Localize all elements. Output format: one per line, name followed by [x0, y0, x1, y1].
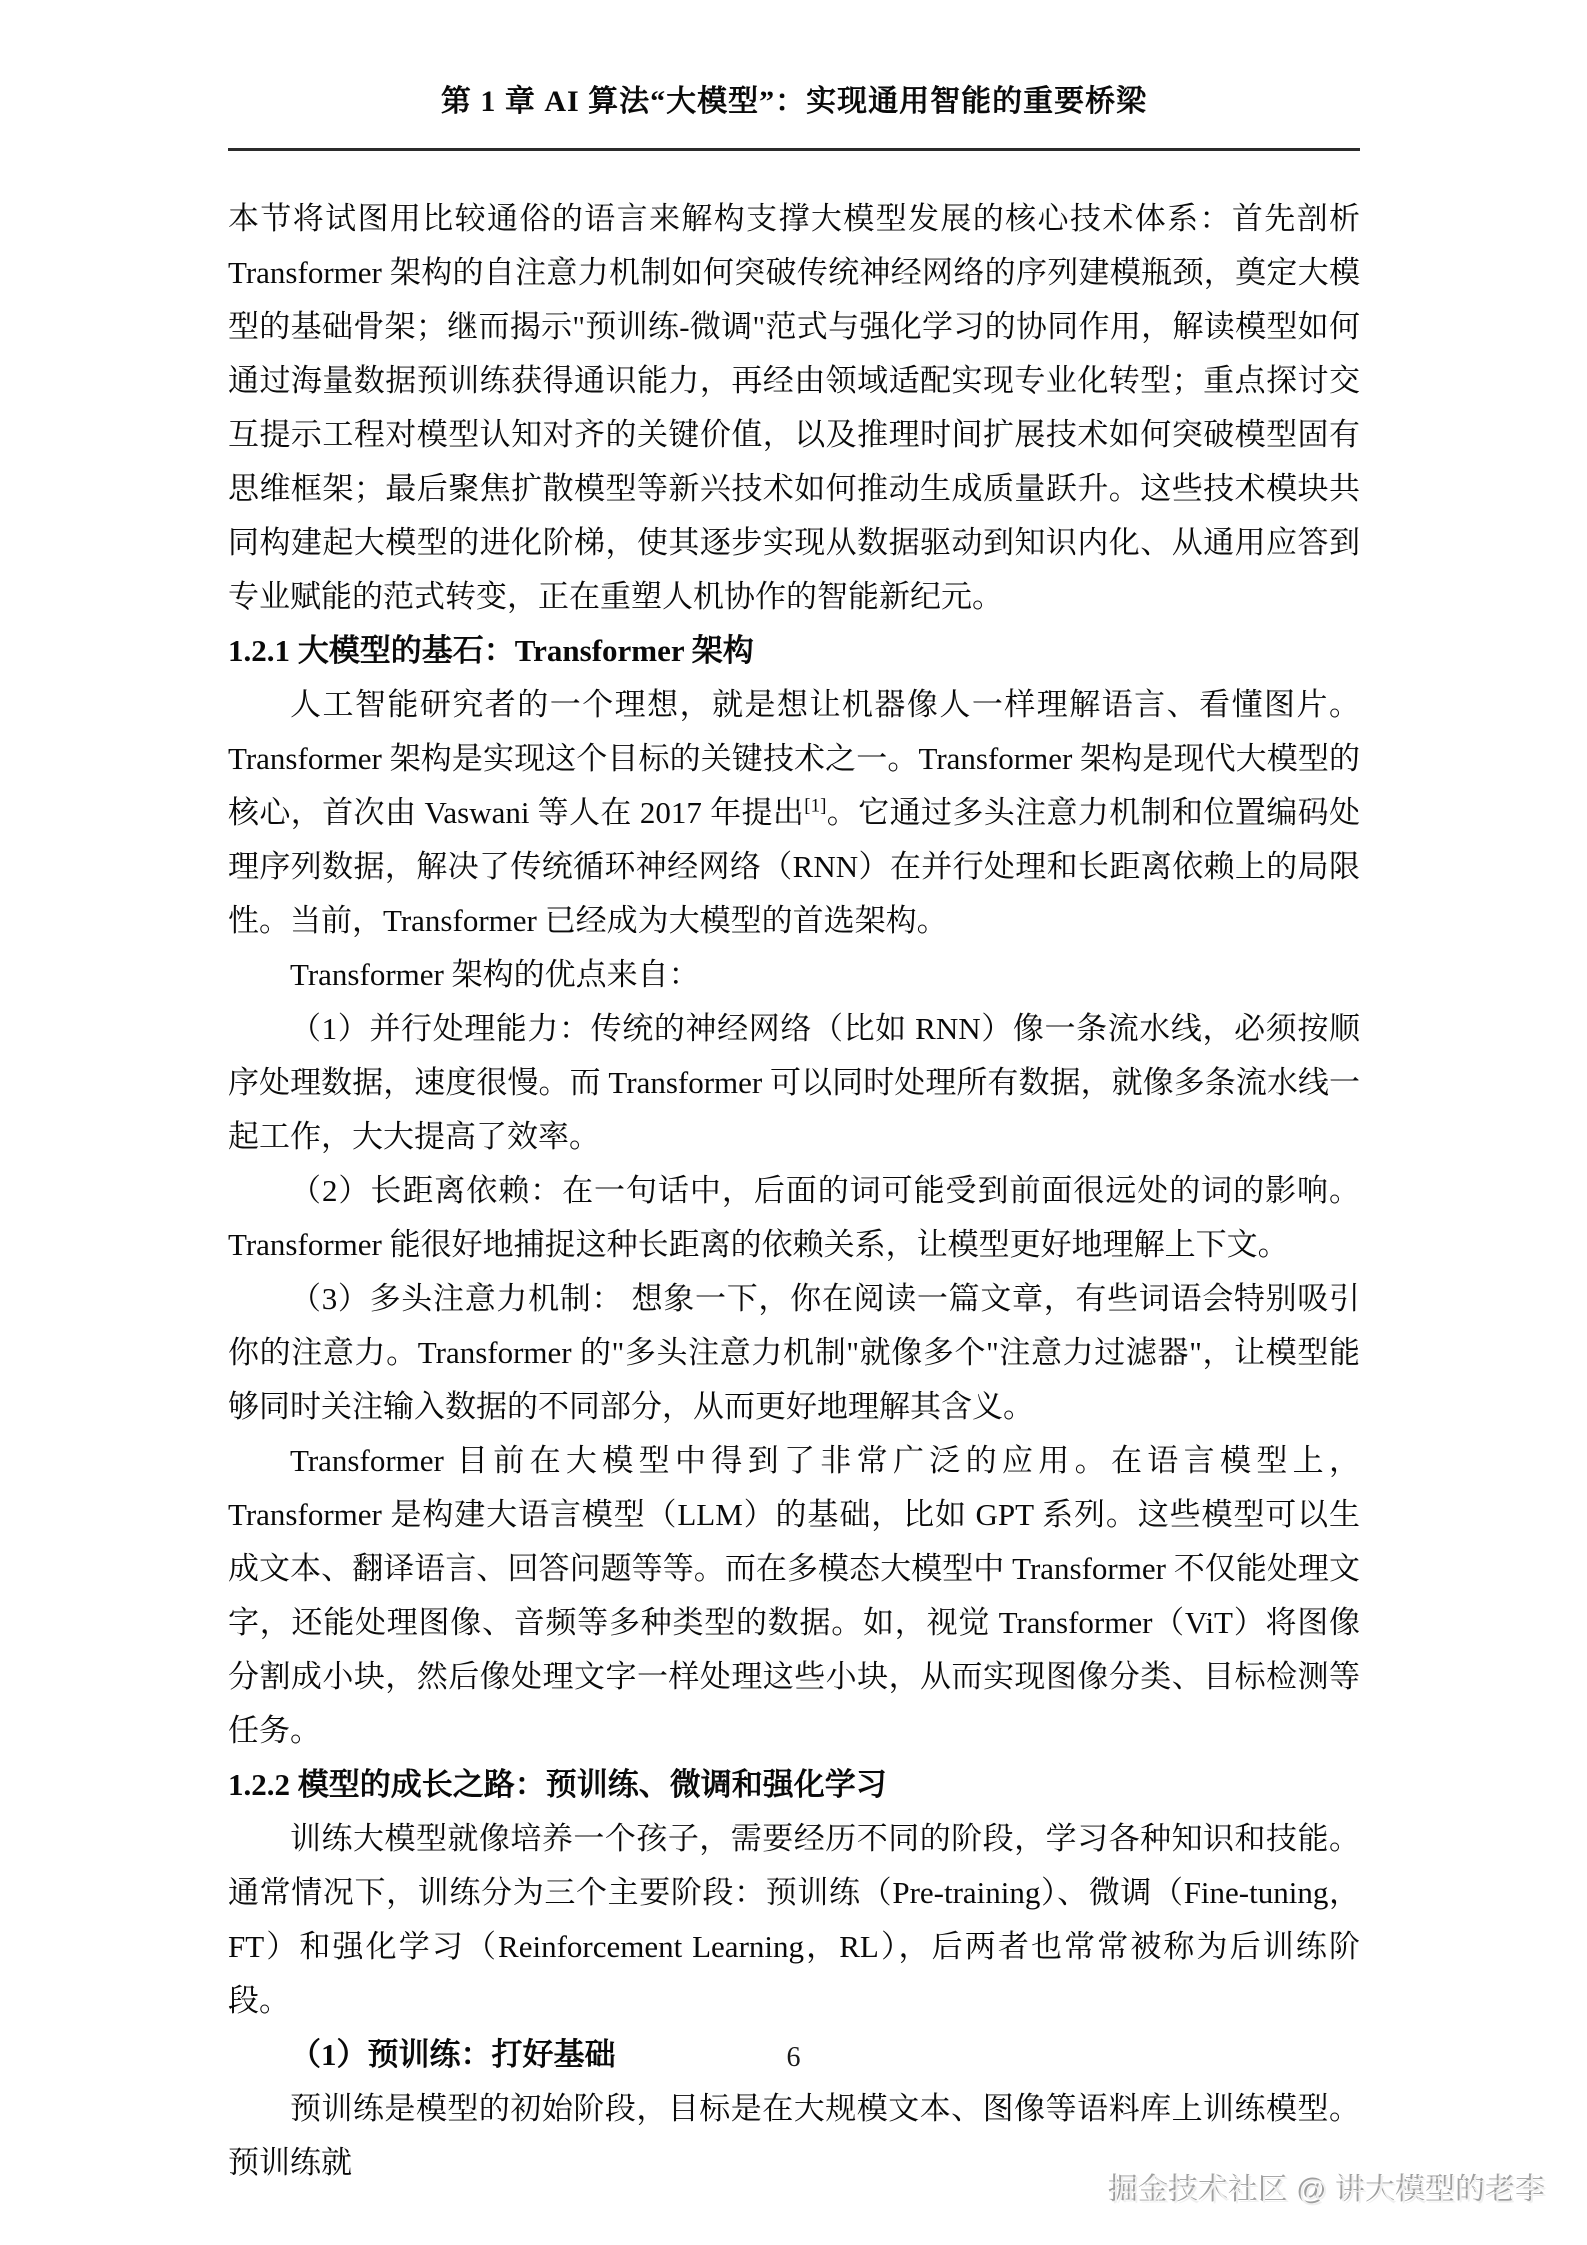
running-header-chapter-title: 第 1 章 AI 算法“大模型”：实现通用智能的重要桥梁: [440, 85, 1148, 118]
intro-paragraph: 本节将试图用比较通俗的语言来解构支撑大模型发展的核心技术体系：首先剖析 Transformer 架构的自注意力机制如何突破传统神经网络的序列建模瓶颈，奠定大模型的基础骨架；继而揭示"预训练-微调"范式与强化学习的协同作用，解读模型如何通过海量数据预训练获得通识能力，再经由领域适配实现专业化转型；重点探讨交互提示工程对模型认知对齐的关键价值，以及推理时间扩展技术如何突破模型固有思维框架；最后聚焦扩散模型等新兴技术如何推动生成质量跃升。这些技术模块共同构建起大模型的进化阶梯，使其逐步实现从数据驱动到知识内化、从通用应答到专业赋能的范式转变，正在重塑人机协作的智能新纪元。: [228, 201, 1360, 614]
section-heading-1-2-2: 1.2.2 模型的成长之路：预训练、微调和强化学习: [228, 1767, 887, 1802]
page-number: 6: [786, 2042, 801, 2073]
paragraph-advantage-parallel: （1）并行处理能力：传统的神经网络（比如 RNN）像一条流水线，必须按顺序处理数据，速度很慢。而 Transformer 可以同时处理所有数据，就像多条流水线一起工作，大大提高了效率。: [228, 1011, 1360, 1154]
paragraph-pretraining-intro: 预训练是模型的初始阶段，目标是在大规模文本、图像等语料库上训练模型。预训练就: [228, 2091, 1360, 2180]
paragraph-training-stages: 训练大模型就像培养一个孩子，需要经历不同的阶段，学习各种知识和技能。通常情况下，训练分为三个主要阶段：预训练（Pre-training）、微调（Fine-tuning，FT）和强化学习（Reinforcement Learning，RL），后两者也常常被称为后训练阶段。: [228, 1821, 1360, 2018]
page-body: [228, 192, 1360, 2190]
paragraph-advantage-multihead: （3）多头注意力机制： 想象一下，你在阅读一篇文章，有些词语会特别吸引你的注意力。Transformer 的"多头注意力机制"就像多个"注意力过滤器"，让模型能够同时关注输入数据的不同部分，从而更好地理解其含义。: [228, 1281, 1360, 1424]
section-heading-1-2-1: 1.2.1 大模型的基石：Transformer 架构: [228, 633, 754, 668]
paragraph-text: 。它通过多头注意力机制和位置编码处理序列数据，解决了传统循环神经网络（RNN）在并行处理和长距离依赖上的局限性。当前，Transformer 已经成为大模型的首选架构。: [228, 795, 1360, 938]
paragraph-advantage-long-range: （2）长距离依赖：在一句话中，后面的词可能受到前面很远处的词的影响。Transformer 能很好地捕捉这种长距离的依赖关系，让模型更好地理解上下文。: [228, 1173, 1360, 1262]
paragraph-text: 人工智能研究者的一个理想，就是想让机器像人一样理解语言、看懂图片。Transformer 架构是实现这个目标的关键技术之一。Transformer 架构是现代大模型的核心，首次由 Vaswani 等人在 2017 年提出: [228, 687, 1360, 830]
footnote-ref-1[interactable]: [1]: [804, 795, 827, 817]
paragraph-advantages-lead: Transformer 架构的优点来自：: [290, 957, 700, 992]
paragraph-transformer-origin: [228, 678, 1360, 948]
header-rule: [228, 148, 1360, 151]
paragraph-transformer-applications: Transformer 目前在大模型中得到了非常广泛的应用。在语言模型上，Transformer 是构建大语言模型（LLM）的基础，比如 GPT 系列。这些模型可以生成文本、翻译语言、回答问题等等。而在多模态大模型中 Transformer 不仅能处理文字，还能处理图像、音频等多种类型的数据。如，视觉 Transformer（ViT）将图像分割成小块，然后像处理文字一样处理这些小块，从而实现图像分类、目标检测等任务。: [228, 1443, 1360, 1748]
subheading-pretraining: （1）预训练：打好基础: [290, 2037, 616, 2072]
watermark-text: 掘金技术社区 @ 讲大模型的老李: [1109, 2175, 1547, 2208]
